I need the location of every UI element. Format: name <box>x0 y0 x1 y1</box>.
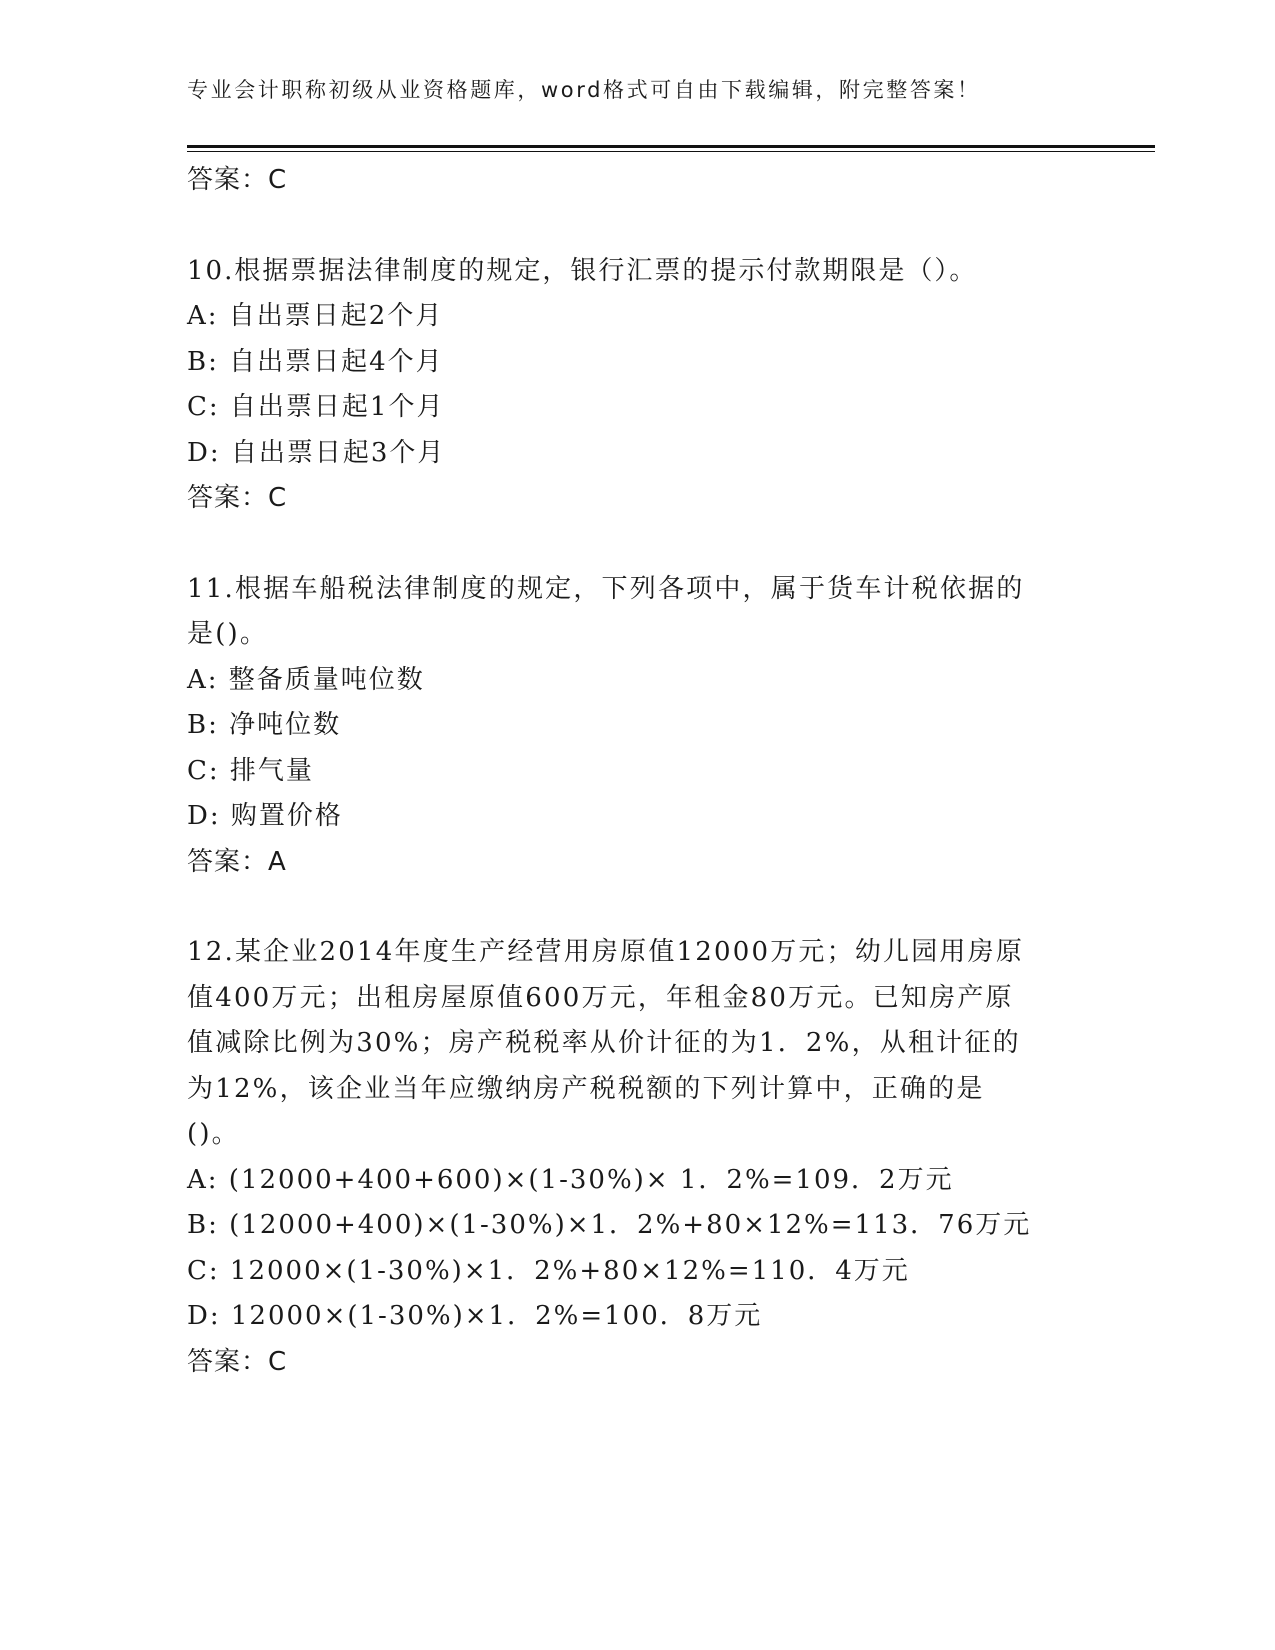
document-body <box>187 158 1087 1385</box>
spacer <box>187 885 1087 930</box>
previous-answer: 答案：C <box>187 165 288 195</box>
question-10 <box>187 249 1087 522</box>
option-d: D: 自出票日起3个月 <box>187 437 446 468</box>
option-b: B: (12000+400)×(1-30%)×1．2%+80×12%=113．76万元 <box>187 1210 1032 1240</box>
option-a: A: 整备质量吨位数 <box>187 664 425 695</box>
header-rule-thin <box>187 151 1155 152</box>
option-a: A: 自出票日起2个月 <box>187 301 444 331</box>
answer: 答案：C <box>187 1346 288 1377</box>
spacer <box>187 522 1087 567</box>
spacer <box>187 204 1087 249</box>
answer: 答案：C <box>187 483 288 513</box>
option-b: B: 净吨位数 <box>187 710 342 740</box>
option-d: D: 购置价格 <box>187 801 343 831</box>
option-b: B: 自出票日起4个月 <box>187 346 444 377</box>
option-a: A: (12000+400+600)×(1-30%)× 1．2%=109．2万元 <box>187 1164 954 1195</box>
option-c: C: 12000×(1-30%)×1．2%+80×12%=110．4万元 <box>187 1255 910 1286</box>
question-12 <box>187 930 1087 1385</box>
option-c: C: 排气量 <box>187 755 314 786</box>
option-c: C: 自出票日起1个月 <box>187 392 445 422</box>
answer: 答案：A <box>187 846 287 877</box>
question-11 <box>187 567 1087 886</box>
question-stem: 11.根据车船税法律制度的规定，下列各项中，属于货车计税依据的是()。 <box>187 573 1025 649</box>
question-stem: 10.根据票据法律制度的规定，银行汇票的提示付款期限是（）。 <box>187 255 978 286</box>
page-header: 专业会计职称初级从业资格题库，word格式可自由下载编辑，附完整答案！ <box>187 78 981 102</box>
option-d: D: 12000×(1-30%)×1．2%=100．8万元 <box>187 1301 763 1331</box>
header-rule-thick <box>187 145 1155 148</box>
question-stem: 12.某企业2014年度生产经营用房原值12000万元；幼儿园用房原值400万元；出租房屋原值600万元，年租金80万元。已知房产原值减除比例为30%；房产税税率从价计征的为1．2%，从租计征的为12%，该企业当年应缴纳房产税税额的下列计算中，正确的是()。 <box>187 937 1025 1149</box>
